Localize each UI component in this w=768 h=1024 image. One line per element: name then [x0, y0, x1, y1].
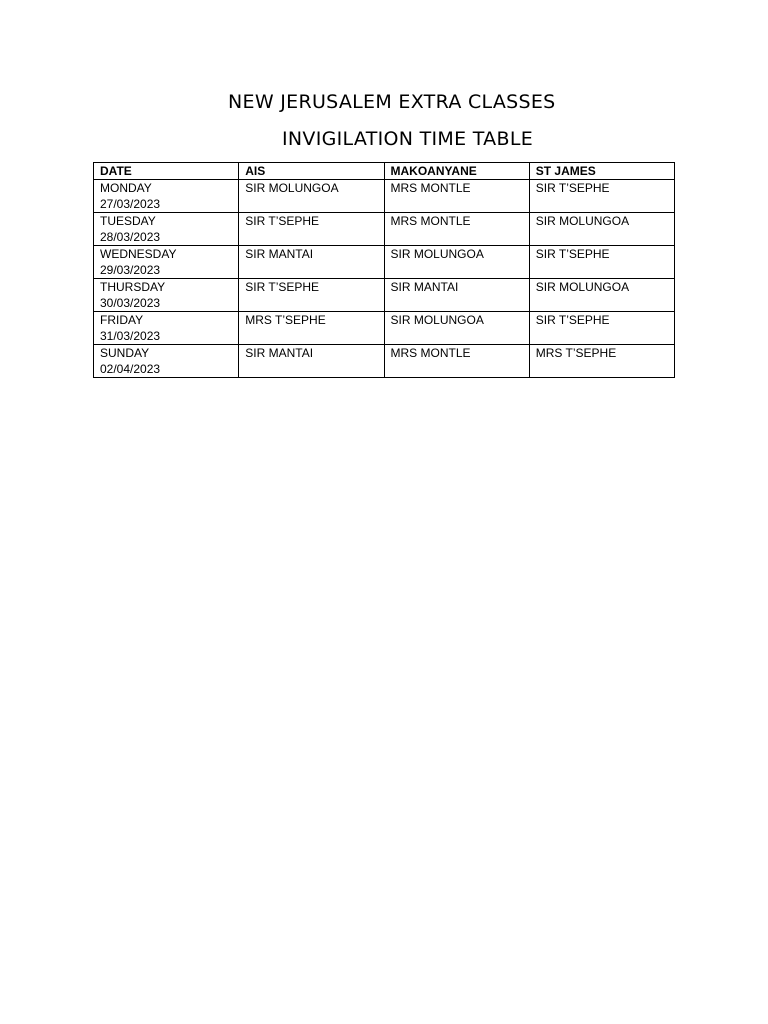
ais-invigilator-cell: MRS T’SEPHE [239, 312, 384, 345]
date-value: 02/04/2023 [100, 362, 161, 376]
column-header-makoanyane: MAKOANYANE [384, 163, 529, 180]
makoanyane-invigilator-cell: MRS MONTLE [384, 345, 529, 378]
table-row [94, 345, 675, 378]
ais-invigilator-cell: SIR MANTAI [239, 246, 384, 279]
date-value: 30/03/2023 [100, 296, 161, 310]
column-header-st-james: ST JAMES [529, 163, 674, 180]
school-name-heading: NEW JERUSALEM EXTRA CLASSES [228, 91, 556, 113]
makoanyane-invigilator-cell: MRS MONTLE [384, 180, 529, 213]
date-value: 29/03/2023 [100, 263, 161, 277]
ais-invigilator-cell: SIR MANTAI [239, 345, 384, 378]
date-value: 31/03/2023 [100, 329, 161, 343]
date-cell [94, 345, 239, 378]
document-title: INVIGILATION TIME TABLE [282, 128, 534, 150]
table-row [94, 246, 675, 279]
table-row [94, 213, 675, 246]
table-row [94, 312, 675, 345]
day-name: TUESDAY [100, 214, 156, 228]
column-header-ais: AIS [239, 163, 384, 180]
ais-invigilator-cell: SIR T’SEPHE [239, 279, 384, 312]
st-james-invigilator-cell: SIR T’SEPHE [529, 180, 674, 213]
day-name: THURSDAY [100, 280, 166, 294]
date-cell [94, 312, 239, 345]
st-james-invigilator-cell: SIR MOLUNGOA [529, 279, 674, 312]
date-cell [94, 213, 239, 246]
day-name: SUNDAY [100, 346, 150, 360]
date-cell [94, 180, 239, 213]
invigilation-timetable [93, 162, 675, 378]
ais-invigilator-cell: SIR T’SEPHE [239, 213, 384, 246]
makoanyane-invigilator-cell: MRS MONTLE [384, 213, 529, 246]
st-james-invigilator-cell: SIR T’SEPHE [529, 312, 674, 345]
day-name: WEDNESDAY [100, 247, 177, 261]
day-name: MONDAY [100, 181, 152, 195]
date-value: 27/03/2023 [100, 197, 161, 211]
st-james-invigilator-cell: SIR T’SEPHE [529, 246, 674, 279]
table-row [94, 180, 675, 213]
st-james-invigilator-cell: SIR MOLUNGOA [529, 213, 674, 246]
makoanyane-invigilator-cell: SIR MOLUNGOA [384, 246, 529, 279]
makoanyane-invigilator-cell: SIR MOLUNGOA [384, 312, 529, 345]
makoanyane-invigilator-cell: SIR MANTAI [384, 279, 529, 312]
st-james-invigilator-cell: MRS T’SEPHE [529, 345, 674, 378]
table-row [94, 279, 675, 312]
day-name: FRIDAY [100, 313, 144, 327]
date-value: 28/03/2023 [100, 230, 161, 244]
column-header-date: DATE [94, 163, 239, 180]
date-cell [94, 279, 239, 312]
date-cell [94, 246, 239, 279]
ais-invigilator-cell: SIR MOLUNGOA [239, 180, 384, 213]
table-header-row [94, 163, 675, 180]
